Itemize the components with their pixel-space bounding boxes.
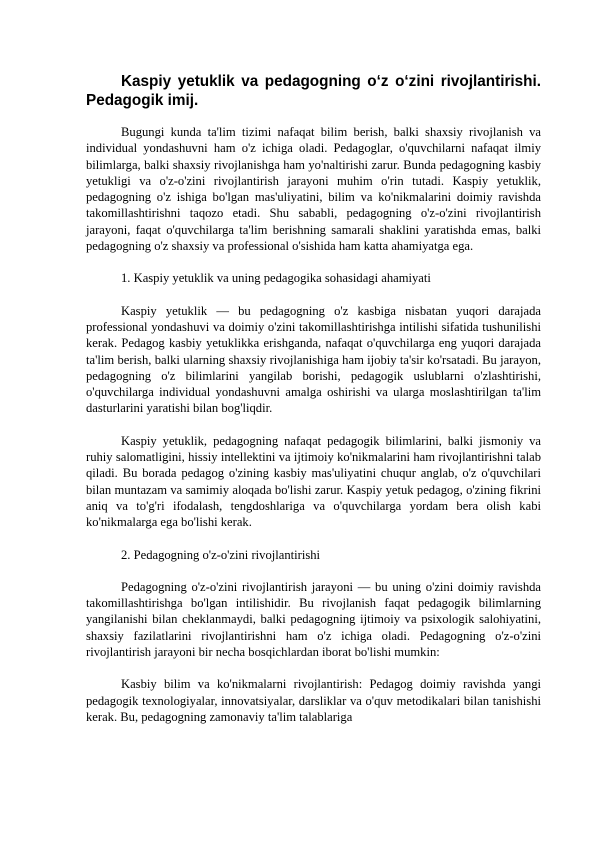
section-2-paragraph-2: Kasbiy bilim va ko'nikmalarni rivojlantirish: Pedagog doimiy ravishda yangi pedagogik texnologiyalar, innovatsiyalar, darsliklar va o'quv metodikalari bilan tanishishi kerak. Bu, pedagogning zamonaviy ta'lim talablariga xyxy=(86,677,541,724)
section-heading-2: 2. Pedagogning o'z-o'zini rivojlantirishi xyxy=(121,547,321,562)
section-1-paragraph-2: Kaspiy yetuklik, pedagogning nafaqat pedagogik bilimlarini, balki jismoniy va ruhiy salomatligini, hissiy intellektini va ijtimoiy ko'nikmalarini ham rivojlantirishni talab qiladi. Bu borada pedagog o'zining kasbiy mas'uliyatini chuqur anglab, o'z o'quvchilari bilan muntazam va samimiy aloqada bo'lishi zarur. Kaspiy yetuk pedagog, o'zining fikrini aniq va to'g'ri ifodalash, tengdoshlariga va o'quvchilarga yordam bera olish kabi ko'nikmalarga ega bo'lishi kerak. xyxy=(86,433,541,530)
section-1-paragraph-1: Kaspiy yetuklik — bu pedagogning o'z kasbiga nisbatan yuqori darajada professional yondashuvi va doimiy o'zini takomillashtirishga intilishi sifatida tushunilishi kerak. Pedagog kasbiy yetuklikka erishganda, nafaqat o'quvchilarga eng yuqori darajada ta'lim berish, balki ularning shaxsiy rivojlanishiga ham ijobiy ta'sir ko'rsatadi. Bu jarayon, pedagogning o'z bilimlarini yangilab borishi, pedagogik uslublarni o'zlashtirishi, o'quvchilarga individual yondashuvni amalga oshirishi va ularga moslashtirilgan ta'lim dasturlarini yaratishi bilan bog'liqdir. xyxy=(86,303,541,416)
document-page xyxy=(86,72,541,741)
intro-paragraph: Bugungi kunda ta'lim tizimi nafaqat bilim berish, balki shaxsiy rivojlanish va individual yondashuvni ham o'z ichiga oladi. Pedagoglar, o'quvchilarni nafaqat ilmiy bilimlarga, balki shaxsiy rivojlanishga ham yo'naltirishi zarur. Bunda pedagogning kasbiy yetukligi va o'z-o'zini rivojlantirish jarayoni muhim o'rin tutadi. Kaspiy yetuklik, pedagogning o'z ishiga bo'lgan mas'uliyatini, bilim va ko'nikmalarini doimiy ravishda takomillashtirishni taqozo etadi. Shu sababli, pedagogning o'z-o'zini rivojlantirish jarayoni, faqat o'quvchilarga ta'lim berishning samarali shaklini yaratishda emas, balki pedagogning o'z shaxsiy va professional o'sishida ham katta ahamiyatga ega. xyxy=(86,125,541,254)
section-heading-1: 1. Kaspiy yetuklik va uning pedagogika sohasidagi ahamiyati xyxy=(121,271,431,286)
section-2-paragraph-1: Pedagogning o'z-o'zini rivojlantirish jarayoni — bu uning o'zini doimiy ravishda takomillashtirishga bo'lgan intilishidir. Bu rivojlanish faqat pedagogik bilimlarning yangilanishi bilan cheklanmaydi, balki pedagogning ijtimoiy va psixologik salohiyatini, shaxsiy fazilatlarini rivojlantirishni ham o'z ichiga oladi. Pedagogning o'z-o'zini rivojlantirish jarayoni bir necha bosqichlardan iborat bo'lishi mumkin: xyxy=(86,579,541,660)
document-title: Kaspiy yetuklik va pedagogning o‘z o‘zini rivojlantirishi. Pedagogik imij. xyxy=(86,73,541,109)
